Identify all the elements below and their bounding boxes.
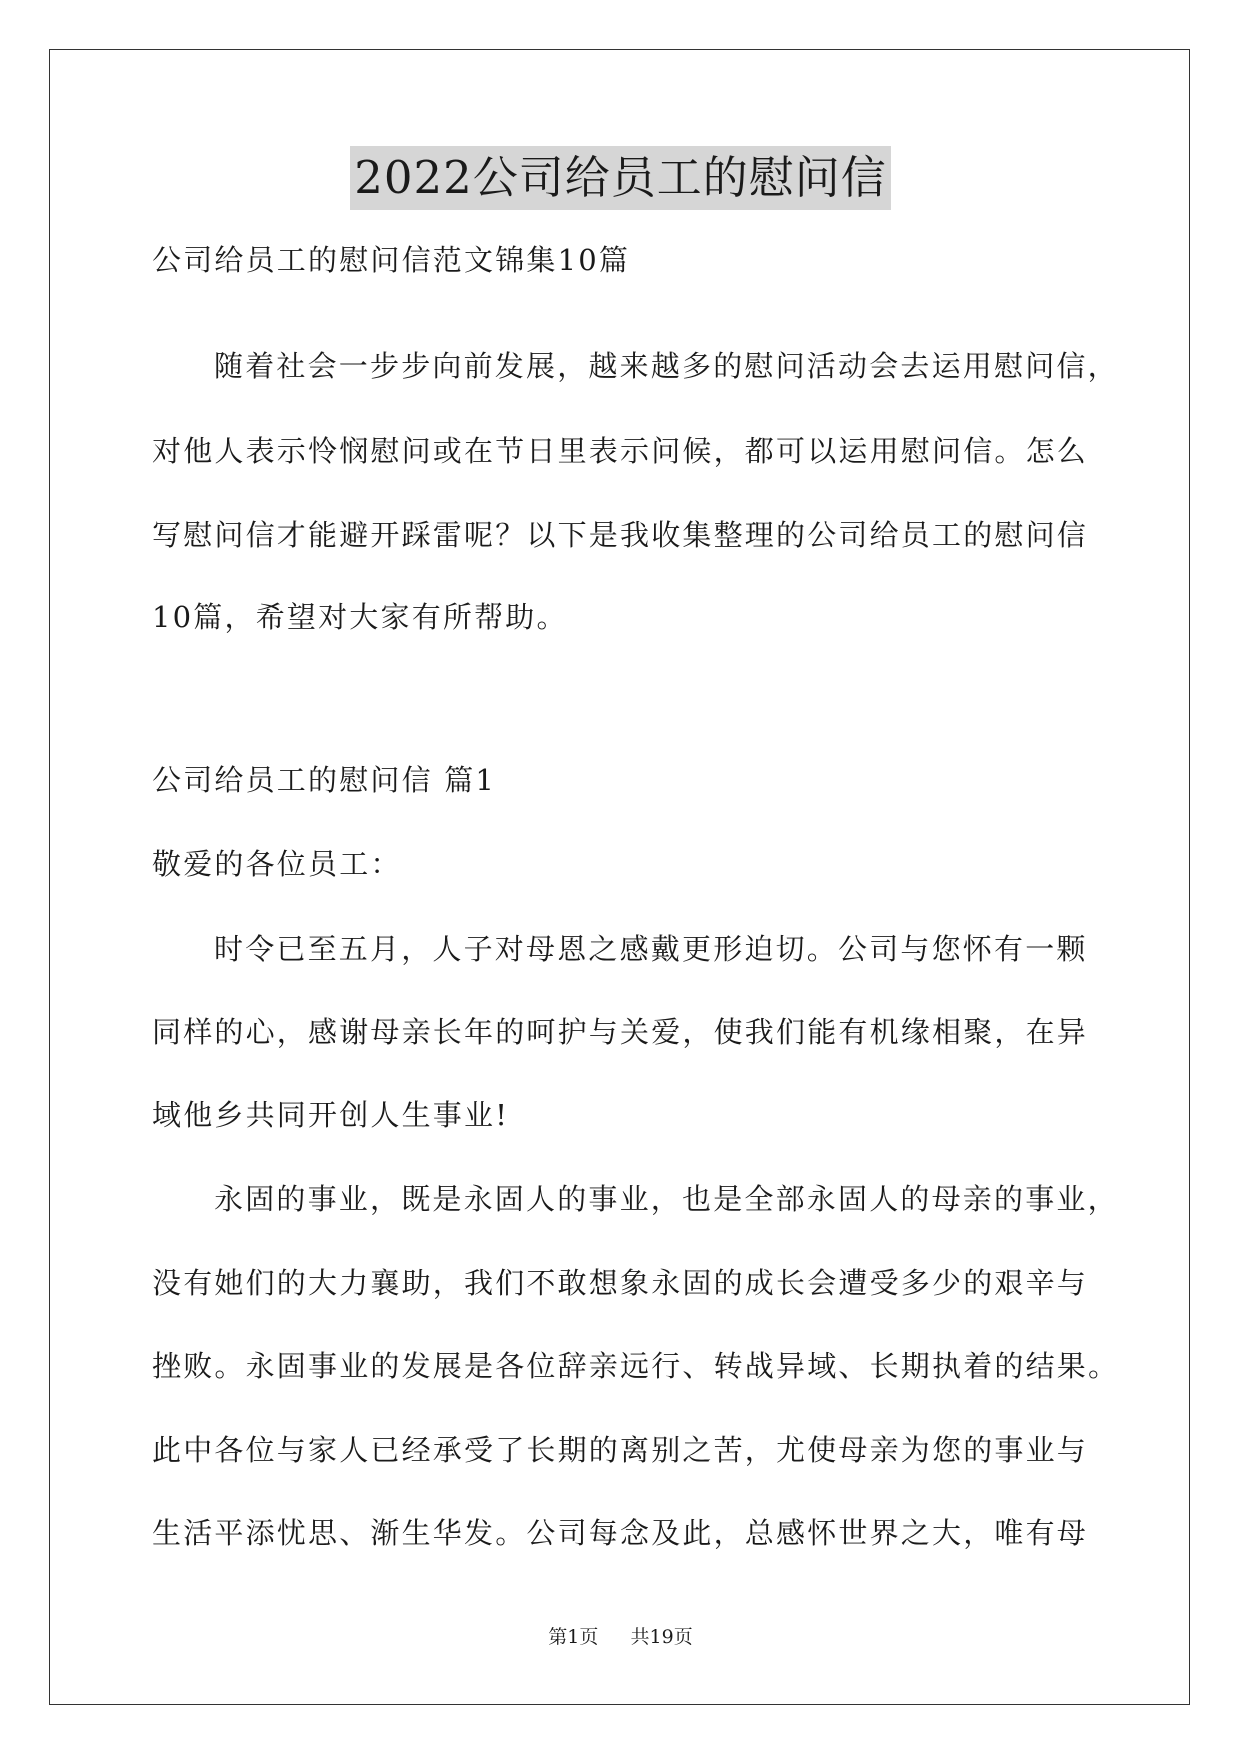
intro-line-3: 写慰问信才能避开踩雷呢？以下是我收集整理的公司给员工的慰问信 — [152, 518, 1089, 552]
paragraph2-line-2: 没有她们的大力襄助，我们不敢想象永固的成长会遭受多少的艰辛与 — [152, 1266, 1089, 1300]
intro-line-2: 对他人表示怜悯慰问或在节日里表示问候，都可以运用慰问信。怎么 — [152, 434, 1089, 468]
paragraph2-line-3: 挫败。永固事业的发展是各位辞亲远行、转战异域、长期执着的结果。 — [152, 1349, 1120, 1383]
intro-line-4: 10篇，希望对大家有所帮助。 — [152, 600, 568, 634]
title-container — [0, 146, 1241, 210]
page-total: 共19页 — [630, 1626, 693, 1648]
paragraph2-line-1: 永固的事业，既是永固人的事业，也是全部永固人的母亲的事业， — [214, 1182, 1119, 1216]
salutation: 敬爱的各位员工： — [152, 847, 402, 881]
document-subtitle: 公司给员工的慰问信范文锦集10篇 — [152, 243, 631, 277]
page-footer — [0, 1624, 1241, 1650]
paragraph2-line-4: 此中各位与家人已经承受了长期的离别之苦，尤使母亲为您的事业与 — [152, 1433, 1089, 1467]
paragraph1-line-2: 同样的心，感谢母亲长年的呵护与关爱，使我们能有机缘相聚，在异 — [152, 1015, 1089, 1049]
intro-line-1: 随着社会一步步向前发展，越来越多的慰问活动会去运用慰问信， — [214, 349, 1119, 383]
paragraph1-line-1: 时令已至五月，人子对母恩之感戴更形迫切。公司与您怀有一颗 — [214, 932, 1088, 966]
paragraph1-line-3: 域他乡共同开创人生事业! — [152, 1098, 510, 1132]
document-title: 2022公司给员工的慰问信 — [350, 146, 891, 210]
section-heading: 公司给员工的慰问信 篇1 — [152, 763, 497, 797]
paragraph2-line-5: 生活平添忧思、渐生华发。公司每念及此，总感怀世界之大，唯有母 — [152, 1516, 1089, 1550]
page-number: 第1页 — [548, 1626, 599, 1648]
